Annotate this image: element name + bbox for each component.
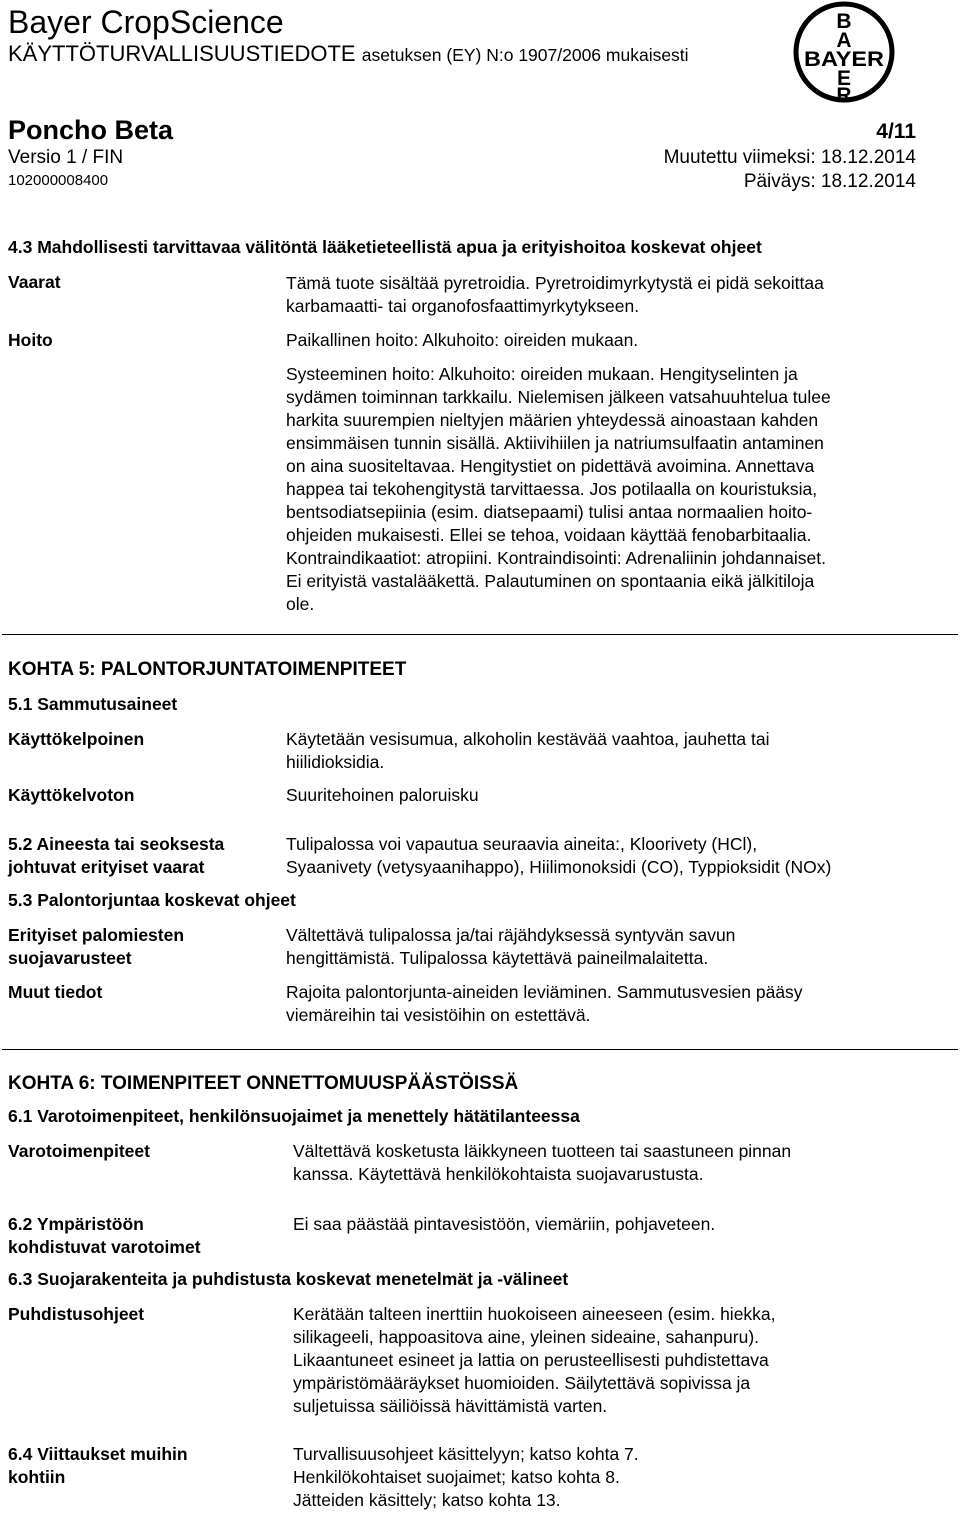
text-line: Tämä tuote sisältää pyretroidia. Pyretroidimyrkytystä ei pidä sekoittaa bbox=[286, 273, 824, 293]
unsuitable-media-text: Suuritehoinen paloruisku bbox=[286, 785, 479, 805]
text-line: 6.2 Ympäristöön bbox=[8, 1214, 144, 1234]
text-line: ensimmäisen tunnin sisällä. Aktiivihiilen ja natriumsulfaatin antaminen bbox=[286, 433, 824, 453]
treatment-local: Paikallinen hoito: Alkuhoito: oireiden mukaan. bbox=[286, 330, 639, 350]
precautions-text bbox=[293, 1140, 923, 1186]
text-line: sydämen toiminnan tarkkailu. Nielemisen jälkeen vatsahuuhtelua tulee bbox=[286, 387, 831, 407]
text-line: on aina suositeltavaa. Hengitystiet on pidettävä avoimina. Annettava bbox=[286, 456, 815, 476]
text-line: 6.4 Viittaukset muihin bbox=[8, 1444, 188, 1464]
suitable-media-label: Käyttökelpoinen bbox=[8, 729, 145, 749]
suitable-media-text bbox=[286, 728, 916, 774]
cleanup-text bbox=[293, 1303, 923, 1418]
subsection-heading-6-4 bbox=[8, 1443, 188, 1489]
ppe-label bbox=[8, 924, 184, 970]
unsuitable-media-label: Käyttökelvoton bbox=[8, 785, 135, 805]
precautions-label: Varotoimenpiteet bbox=[8, 1141, 150, 1161]
text-line: suojavarusteet bbox=[8, 948, 132, 968]
text-line: kohdistuvat varotoimet bbox=[8, 1237, 201, 1257]
hazards-text bbox=[286, 272, 916, 318]
subsection-heading-6-1: 6.1 Varotoimenpiteet, henkilönsuojaimet ja menettely hätätilanteessa bbox=[8, 1106, 580, 1126]
hazards-label: Vaarat bbox=[8, 272, 61, 292]
hazards-5-2-text bbox=[286, 833, 831, 879]
references-text bbox=[293, 1443, 923, 1512]
modified-date: Muutettu viimeksi: 18.12.2014 bbox=[663, 147, 916, 168]
subsection-heading-5-2 bbox=[8, 833, 224, 879]
cleanup-label: Puhdistusohjeet bbox=[8, 1304, 145, 1324]
text-line: Syaanivety (vetysyaanihappo), Hiilimonoksidi (CO), Typpioksidit (NOx) bbox=[286, 857, 832, 877]
svg-text:A: A bbox=[836, 29, 852, 52]
text-line: Jätteiden käsittely; katso kohta 13. bbox=[293, 1490, 561, 1510]
text-line: Likaantuneet esineet ja lattia on perusteellisesti puhdistettava bbox=[293, 1350, 769, 1370]
text-line: 5.2 Aineesta tai seoksesta bbox=[8, 834, 225, 854]
text-line: hiilidioksidia. bbox=[286, 752, 385, 772]
text-line: Ei erityistä vastalääkettä. Palautuminen on spontaania eikä jälkitiloja bbox=[286, 571, 815, 591]
subsection-heading-4-3: 4.3 Mahdollisesti tarvittavaa välitöntä lääketieteellistä apua ja erityishoitoa koskevat ohjeet bbox=[8, 237, 762, 257]
sds-title bbox=[8, 40, 689, 69]
text-line: Käytetään vesisumua, alkoholin kestävää vaahtoa, jauhetta tai bbox=[286, 729, 770, 749]
text-line: hengittämistä. Tulipalossa käytettävä paineilmalaitetta. bbox=[286, 948, 709, 968]
text-line: Tulipalossa voi vapautua seuraavia aineita:, Kloorivety (HCl), bbox=[286, 834, 758, 854]
text-line: ohjeiden mukaisesti. Ellei se tehoa, voidaan käyttää fenobarbitaalia. bbox=[286, 525, 812, 545]
treatment-label: Hoito bbox=[8, 330, 53, 350]
text-line: harkita suurempien nieltyjen määrien yhteydessä ainoastaan kahden bbox=[286, 410, 819, 430]
text-line: viemäreihin tai vesistöihin on estettävä. bbox=[286, 1005, 591, 1025]
text-line: Systeeminen hoito: Alkuhoito: oireiden mukaan. Hengityselinten ja bbox=[286, 364, 798, 384]
section-heading-5: KOHTA 5: PALONTORJUNTATOIMENPITEET bbox=[8, 659, 407, 680]
text-line: kanssa. Käytettävä henkilökohtaista suojavarustusta. bbox=[293, 1164, 704, 1184]
page-number: 4/11 bbox=[876, 120, 916, 143]
svg-text:E: E bbox=[836, 67, 852, 90]
other-info-label: Muut tiedot bbox=[8, 982, 103, 1002]
text-line: Turvallisuusohjeet käsittelyyn; katso kohta 7. bbox=[293, 1444, 639, 1464]
section-divider bbox=[2, 634, 958, 635]
subsection-heading-6-2 bbox=[8, 1213, 201, 1259]
text-line: kohtiin bbox=[8, 1467, 66, 1487]
svg-text:R: R bbox=[836, 84, 852, 104]
text-line: Kerätään talteen inerttiin huokoiseen aineeseen (esim. hiekka, bbox=[293, 1304, 776, 1324]
text-line: Kontraindikaatiot: atropiini. Kontraindisointi: Adrenaliinin johdannaiset. bbox=[286, 548, 826, 568]
text-line: Rajoita palontorjunta-aineiden leviäminen. Sammutusvesien pääsy bbox=[286, 982, 803, 1002]
treatment-text bbox=[286, 363, 916, 616]
text-line: ole. bbox=[286, 594, 315, 614]
text-line: ympäristömääräykset huomioiden. Säilytettävä sopivissa ja bbox=[293, 1373, 751, 1393]
text-line: Henkilökohtaiset suojaimet; katso kohta 8. bbox=[293, 1467, 620, 1487]
section-heading-6: KOHTA 6: TOIMENPITEET ONNETTOMUUSPÄÄSTÖISSÄ bbox=[8, 1073, 519, 1094]
text-line: bentsodiatsepiinia (esim. diatsepaami) tulisi antaa normaalien hoito- bbox=[286, 502, 813, 522]
subsection-heading-6-3: 6.3 Suojarakenteita ja puhdistusta koskevat menetelmät ja -välineet bbox=[8, 1269, 569, 1289]
company-name: Bayer CropScience bbox=[8, 4, 284, 40]
environment-text: Ei saa päästää pintavesistöön, viemäriin, pohjaveteen. bbox=[293, 1214, 716, 1234]
subsection-heading-5-1: 5.1 Sammutusaineet bbox=[8, 694, 178, 714]
section-divider bbox=[2, 1049, 958, 1050]
sds-regulation: asetuksen (EY) N:o 1907/2006 mukaisesti bbox=[361, 45, 689, 65]
text-line: johtuvat erityiset vaarat bbox=[8, 857, 205, 877]
subsection-heading-5-3: 5.3 Palontorjuntaa koskevat ohjeet bbox=[8, 890, 296, 910]
version-label: Versio 1 / FIN bbox=[8, 147, 124, 168]
product-name: Poncho Beta bbox=[8, 115, 174, 145]
text-line: Vältettävä kosketusta läikkyneen tuotteen tai saastuneen pinnan bbox=[293, 1141, 792, 1161]
bayer-logo-icon bbox=[792, 0, 896, 104]
sds-title-main: KÄYTTÖTURVALLISUUSTIEDOTE bbox=[8, 41, 356, 66]
text-line: suljetuissa säiliöissä hävittämistä varten. bbox=[293, 1396, 608, 1416]
issue-date: Päiväys: 18.12.2014 bbox=[743, 171, 916, 192]
ppe-text bbox=[286, 924, 916, 970]
text-line: happea tai tekohengitystä tarvittaessa. Jos potilaalla on kouristuksia, bbox=[286, 479, 818, 499]
svg-text:BAYER: BAYER bbox=[804, 48, 884, 71]
text-line: Vältettävä tulipalossa ja/tai räjähdyksessä syntyvän savun bbox=[286, 925, 736, 945]
text-line: silikageeli, happoasitova aine, yleinen sideaine, sahanpuru). bbox=[293, 1327, 760, 1347]
text-line: Erityiset palomiesten bbox=[8, 925, 185, 945]
svg-text:B: B bbox=[836, 10, 852, 33]
product-code: 102000008400 bbox=[8, 172, 109, 189]
other-info-text bbox=[286, 981, 916, 1027]
text-line: karbamaatti- tai organofosfaattimyrkytykseen. bbox=[286, 296, 640, 316]
